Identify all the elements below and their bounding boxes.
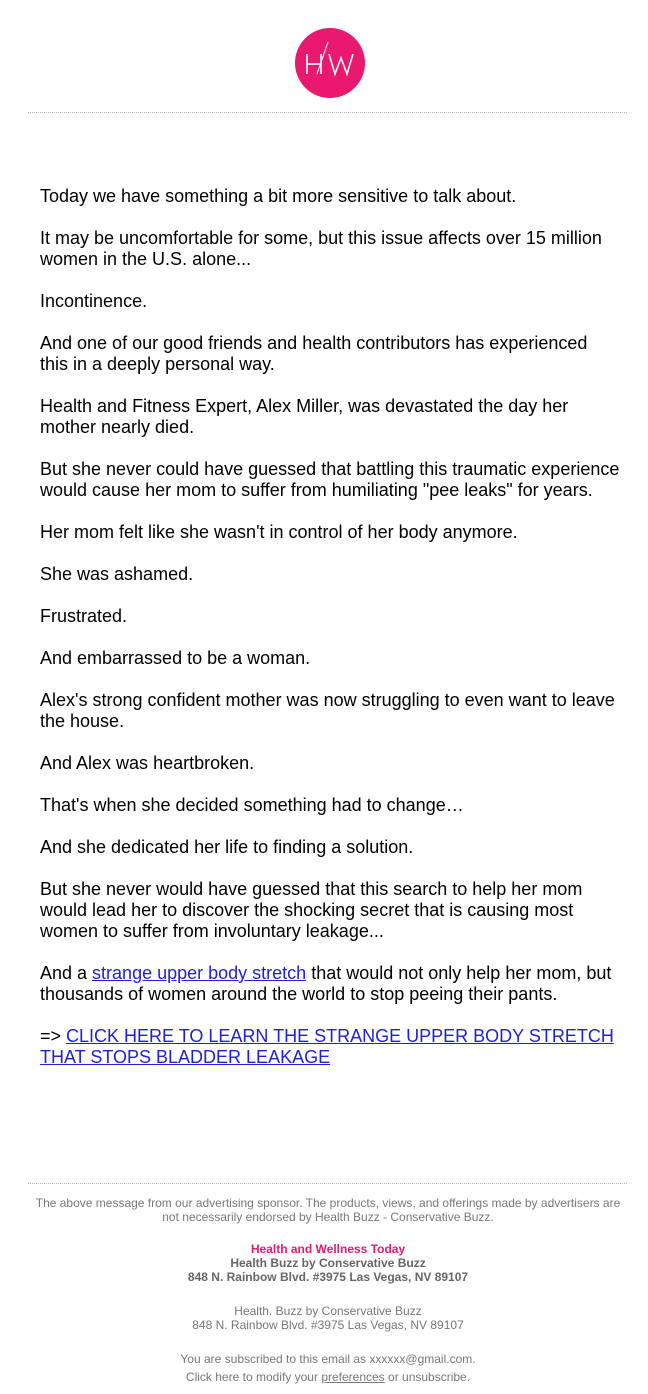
brand-address: 848 N. Rainbow Blvd. #3975 Las Vegas, NV 89107	[187, 1270, 469, 1284]
cta-arrow: =>	[40, 1026, 67, 1046]
body-paragraph: Incontinence.	[40, 291, 148, 311]
hw-logo-icon	[295, 28, 365, 98]
body-paragraph: But she never could have guessed that battling this traumatic experience would cause her mom to suffer from humiliating "pee leaks" for years.	[40, 459, 620, 500]
footer-divider	[28, 1183, 627, 1184]
cta-paragraph	[40, 1026, 620, 1068]
preferences-link[interactable]: preferences	[321, 1370, 385, 1384]
email-header	[0, 0, 648, 113]
email-body	[40, 186, 620, 1089]
body-paragraph: Alex's strong confident mother was now struggling to even want to leave the house.	[40, 690, 615, 731]
stretch-prefix: And a	[40, 963, 93, 983]
sponsor-disclaimer: The above message from our advertising sponsor. The products, views, and offerings made by advertisers are not necessarily endorsed by Health Buzz - Conservative Buzz.	[35, 1196, 621, 1224]
company-address: 848 N. Rainbow Blvd. #3975 Las Vegas, NV 89107	[192, 1318, 464, 1332]
subscription-notice: You are subscribed to this email as xxxxxx@gmail.com.	[180, 1352, 476, 1366]
body-paragraph: And one of our good friends and health contributors has experienced this in a deeply personal way.	[40, 333, 588, 374]
body-paragraph: Her mom felt like she wasn't in control of her body anymore.	[40, 522, 518, 542]
modify-prefix: Click here to modify your	[185, 1370, 322, 1384]
company-name: Health. Buzz by Conservative Buzz	[234, 1304, 422, 1318]
brand-logo[interactable]	[295, 28, 365, 98]
body-paragraph: She was ashamed.	[40, 564, 194, 584]
email-footer	[30, 1196, 626, 1384]
stretch-paragraph	[40, 963, 620, 1005]
body-paragraph: Today we have something a bit more sensitive to talk about.	[40, 186, 517, 206]
modify-preferences-line	[30, 1370, 626, 1384]
body-paragraph: And she dedicated her life to finding a solution.	[40, 837, 414, 857]
body-paragraph: It may be uncomfortable for some, but this issue affects over 15 million women in the U.S. alone...	[40, 228, 602, 269]
body-paragraph: But she never would have guessed that this search to help her mom would lead her to discover the shocking secret that is causing most women to suffer from involuntary leakage...	[40, 879, 583, 941]
brand-title: Health and Wellness Today	[250, 1242, 406, 1256]
brand-name: Health Buzz by Conservative Buzz	[230, 1256, 426, 1270]
body-paragraph: Frustrated.	[40, 606, 128, 626]
modify-suffix: or unsubscribe.	[384, 1370, 471, 1384]
body-paragraph: And Alex was heartbroken.	[40, 753, 255, 773]
stretch-suffix: that would not only help her mom, but thousands of women around the world to stop peeing their pants.	[40, 963, 612, 1004]
body-paragraph: Health and Fitness Expert, Alex Miller, was devastated the day her mother nearly died.	[40, 396, 569, 437]
stretch-link[interactable]: strange upper body stretch	[92, 963, 307, 983]
cta-link[interactable]: CLICK HERE TO LEARN THE STRANGE UPPER BODY STRETCH THAT STOPS BLADDER LEAKAGE	[40, 1026, 614, 1067]
header-divider	[28, 112, 627, 113]
body-paragraph: And embarrassed to be a woman.	[40, 648, 311, 668]
body-paragraph: That's when she decided something had to change…	[40, 795, 464, 815]
